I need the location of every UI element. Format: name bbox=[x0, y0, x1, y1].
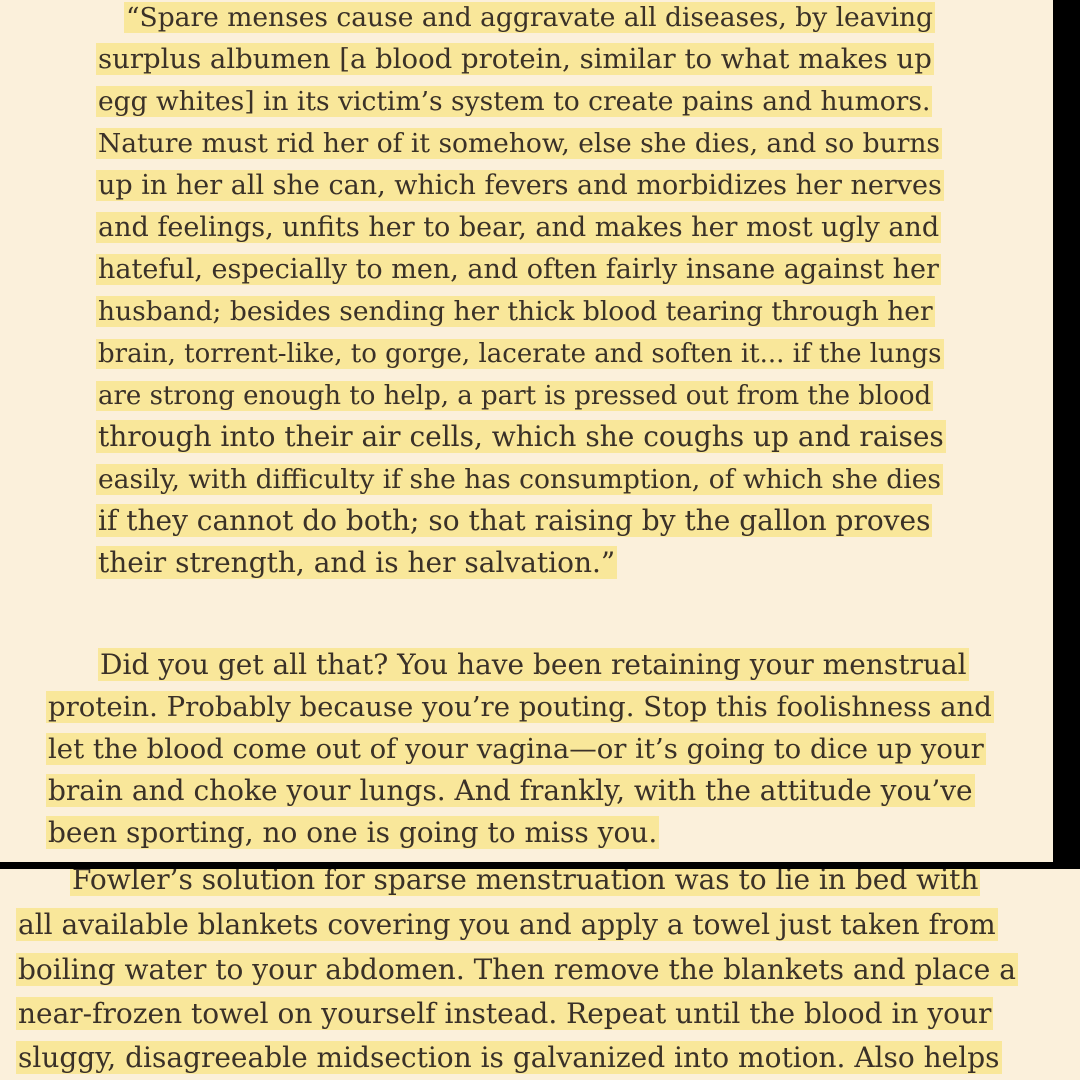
continuation-line bbox=[70, 869, 980, 901]
quote-line-text: up in her all she can, which fevers and morbidizes her nerves bbox=[98, 170, 942, 201]
quote-line-text: “Spare menses cause and aggravate all diseases, by leaving bbox=[126, 2, 934, 33]
commentary-line bbox=[46, 770, 975, 812]
quote-line-text: surplus albumen [a blood protein, similar to what makes up bbox=[98, 43, 932, 75]
commentary-line-text: brain and choke your lungs. And frankly, with the attitude you’ve bbox=[48, 774, 973, 807]
quote-line-text: if they cannot do both; so that raising by the gallon proves bbox=[98, 504, 931, 537]
quote-line bbox=[124, 0, 935, 38]
quote-line bbox=[96, 374, 933, 416]
quote-line bbox=[96, 290, 935, 332]
quote-line bbox=[96, 332, 944, 374]
commentary-line bbox=[46, 686, 994, 728]
continuation-line bbox=[16, 904, 998, 946]
continuation-line-text: sluggy, disagreeable midsection is galvanized into motion. Also helps bbox=[18, 1041, 1000, 1074]
quote-line-text: are strong enough to help, a part is pressed out from the blood bbox=[98, 381, 932, 411]
continuation-line-text: boiling water to your abdomen. Then remove the blankets and place a bbox=[18, 953, 1016, 986]
quote-line bbox=[96, 458, 943, 500]
quote-line-text: husband; besides sending her thick blood tearing through her bbox=[98, 296, 933, 327]
quote-line-text: egg whites] in its victim’s system to create pains and humors. bbox=[98, 86, 931, 117]
continuation-line bbox=[16, 1037, 1002, 1079]
continuation-line bbox=[16, 993, 993, 1035]
commentary-line-text: been sporting, no one is going to miss you. bbox=[48, 816, 658, 849]
continuation-line-text: Fowler’s solution for sparse menstruation was to lie in bed with bbox=[70, 869, 980, 896]
commentary-line bbox=[46, 812, 659, 854]
quote-line bbox=[96, 38, 934, 80]
page-excerpt-bottom bbox=[0, 869, 1080, 1080]
quote-line-text: hateful, especially to men, and often fairly insane against her bbox=[98, 254, 939, 285]
continuation-line-text: all available blankets covering you and apply a towel just taken from bbox=[18, 908, 996, 941]
quote-line bbox=[96, 164, 944, 206]
quote-line bbox=[96, 122, 942, 164]
continuation-line-text: near-frozen towel on yourself instead. Repeat until the blood in your bbox=[18, 997, 992, 1030]
commentary-line-text: Did you get all that? You have been retaining your menstrual bbox=[100, 648, 967, 681]
quote-line bbox=[96, 542, 617, 584]
quote-line-text: Nature must rid her of it somehow, else she dies, and so burns bbox=[98, 128, 941, 159]
quote-line-text: their strength, and is her salvation.” bbox=[98, 546, 616, 579]
commentary-line bbox=[46, 728, 986, 770]
quote-line bbox=[96, 206, 941, 248]
quote-line-text: through into their air cells, which she coughs up and raises bbox=[98, 420, 944, 453]
commentary-line-text: let the blood come out of your vagina—or it’s going to dice up your bbox=[48, 733, 984, 765]
quote-line-text: brain, torrent-like, to gorge, lacerate and soften it... if the lungs bbox=[98, 339, 942, 369]
commentary-line bbox=[98, 644, 969, 686]
commentary-line-text: protein. Probably because you’re pouting. Stop this foolishness and bbox=[48, 691, 992, 723]
quote-line bbox=[96, 416, 946, 458]
quote-line bbox=[96, 80, 932, 122]
quote-line bbox=[96, 500, 932, 542]
quote-line-text: and feelings, unfits her to bear, and makes her most ugly and bbox=[98, 212, 940, 243]
quote-line bbox=[96, 248, 941, 290]
quote-line-text: easily, with difficulty if she has consumption, of which she dies bbox=[98, 464, 942, 495]
continuation-line bbox=[16, 949, 1018, 991]
